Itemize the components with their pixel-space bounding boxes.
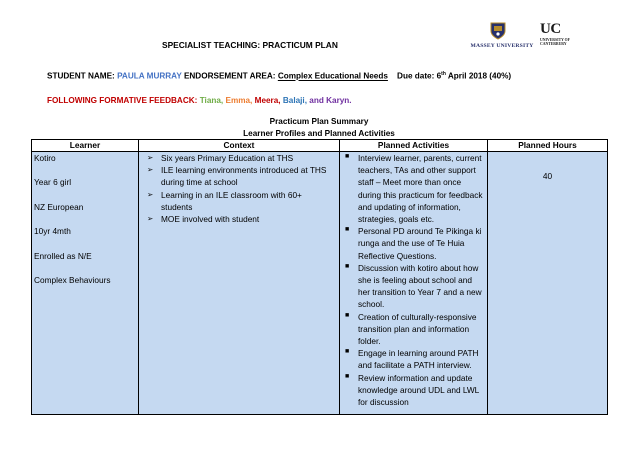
learner-detail: Kotiro <box>34 153 56 163</box>
massey-crest-icon <box>490 22 506 40</box>
arrow-bullet-icon: ➢ <box>147 165 154 175</box>
header-planned-activities: Planned Activities <box>340 140 488 152</box>
context-list <box>139 152 339 225</box>
table-header-row <box>32 140 608 152</box>
due-date-suffix: th <box>441 71 446 77</box>
endorsement-area: Complex Educational Needs <box>277 71 388 81</box>
page-title: SPECIALIST TEACHING: PRACTICUM PLAN <box>162 40 338 50</box>
activities-cell <box>340 152 488 415</box>
practicum-plan-table <box>31 139 608 415</box>
learner-detail: NZ European <box>34 201 84 212</box>
feedback-name: Meera, <box>254 96 281 105</box>
student-name: PAULA MURRAY <box>117 71 182 81</box>
context-item: ➢ MOE involved with student <box>147 214 260 225</box>
uc-logo <box>540 22 582 50</box>
uc-logo-subtext-1: UNIVERSITY OF <box>540 38 570 42</box>
table-row <box>32 152 608 415</box>
feedback-name: and Karyn. <box>309 96 352 105</box>
arrow-bullet-icon: ➢ <box>147 153 154 162</box>
header-learner: Learner <box>32 140 139 152</box>
feedback-name: Tiana, <box>199 96 224 105</box>
square-bullet-icon: ■ <box>345 262 350 270</box>
activity-item: ■ Discussion with kotiro about how she is feeling about school and her transition to Year 7 and a new school. <box>345 262 482 310</box>
activity-item: ■ Personal PD around Te Pikinga ki runga and the use of Te Huia Reflective Questions. <box>345 226 482 261</box>
activity-item: ■ Interview learner, parents, current teachers, TAs and other support staff – Meet more than once during this practicum for feedback and updating of information, strategies, goals etc. <box>345 153 483 225</box>
learner-detail: Enrolled as N/E <box>34 250 92 261</box>
context-cell <box>139 152 340 415</box>
context-item: ➢ Learning in an ILE classroom with 60+ students <box>147 189 302 212</box>
square-bullet-icon: ■ <box>345 226 350 234</box>
uc-logo-subtext-2: CANTERBURY <box>540 42 567 47</box>
feedback-label: FOLLOWING FORMATIVE FEEDBACK: <box>47 96 198 105</box>
activity-item: ■ Engage in learning around PATH and facilitate a PATH interview. <box>345 348 479 371</box>
activity-item: ■ Creation of culturally-responsive transition plan and information folder. <box>345 311 477 347</box>
header-planned-hours: Planned Hours <box>488 140 608 152</box>
learner-cell <box>32 152 139 415</box>
uc-logo-mark: UC <box>540 21 561 37</box>
square-bullet-icon: ■ <box>345 153 350 160</box>
summary-subtitle: Learner Profiles and Planned Activities <box>243 129 395 138</box>
due-date-label: Due date: 6 <box>397 71 442 81</box>
learner-detail: 10yr 4mth <box>34 226 71 237</box>
square-bullet-icon: ■ <box>345 372 350 380</box>
activity-item: ■ Review information and update knowledge around UDL and LWL for discussion <box>345 372 479 408</box>
endorsement-area-label: ENDORSEMENT AREA: <box>183 71 276 81</box>
arrow-bullet-icon: ➢ <box>147 214 154 224</box>
feedback-name: Emma, <box>225 96 253 105</box>
massey-university-logo <box>470 22 534 52</box>
square-bullet-icon: ■ <box>345 311 350 319</box>
planned-hours-value: 40 <box>542 171 553 181</box>
learner-detail: Year 6 girl <box>34 177 72 188</box>
uc-logo-subtext <box>540 38 570 46</box>
hours-cell <box>488 152 608 415</box>
activities-list <box>340 152 487 408</box>
arrow-bullet-icon: ➢ <box>147 189 154 199</box>
square-bullet-icon: ■ <box>345 348 350 356</box>
learner-detail: Complex Behaviours <box>34 274 111 285</box>
summary-title: Practicum Plan Summary <box>269 117 369 126</box>
student-name-label: STUDENT NAME: <box>47 71 115 81</box>
feedback-name: Balaji, <box>282 96 307 105</box>
context-item: ➢ ILE learning environments introduced at THS during time at school <box>147 165 327 188</box>
student-info-line <box>47 71 511 81</box>
context-item: ➢ Six years Primary Education at THS <box>147 153 294 163</box>
due-date-rest: April 2018 (40%) <box>447 71 512 81</box>
header-context: Context <box>139 140 340 152</box>
formative-feedback-line <box>47 96 352 105</box>
massey-logo-text: MASSEY UNIVERSITY <box>470 43 534 49</box>
